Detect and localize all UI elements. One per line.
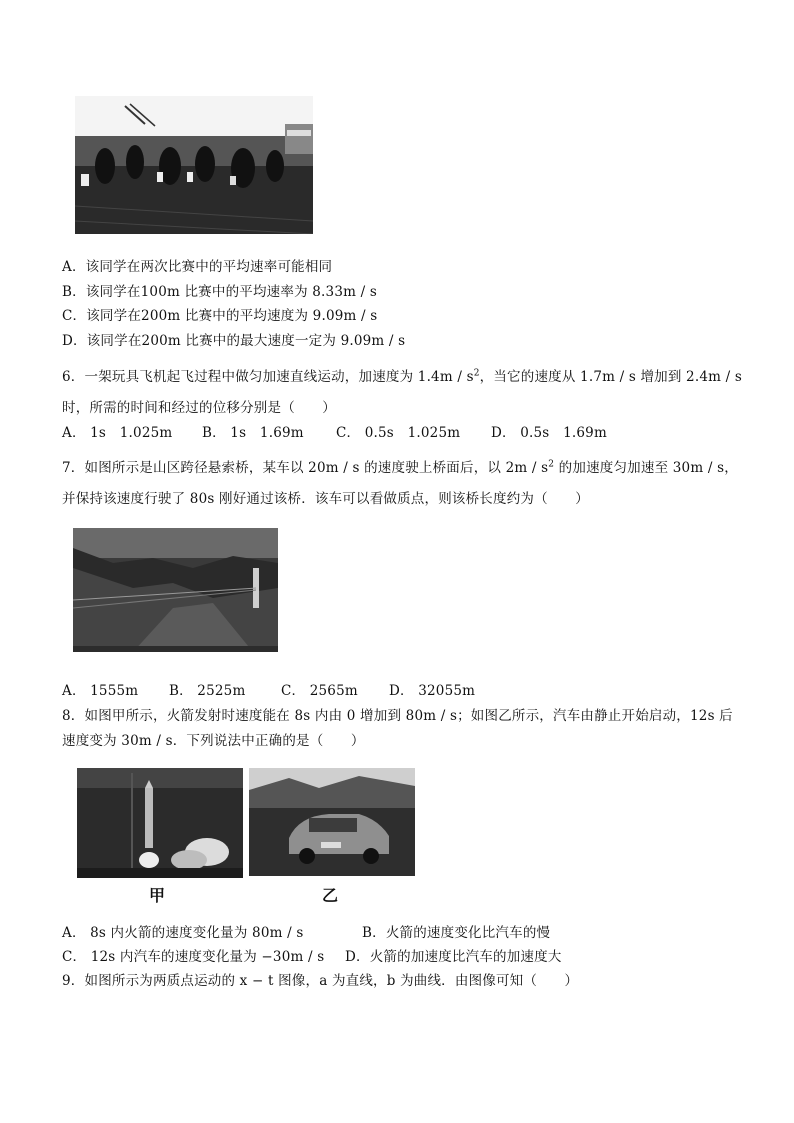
q8-stem-line2: 速度变为 30m / s．下列说法中正确的是（ ） <box>62 733 365 749</box>
q6-stem-text-a: 6．一架玩具飞机起飞过程中做匀加速直线运动，加速度为 1.4m / s <box>62 369 474 385</box>
q6-option-a: A． 1s 1.025m <box>62 425 173 441</box>
q8-options-row1 <box>62 924 550 942</box>
q6-option-d: D． 0.5s 1.69m <box>491 425 607 441</box>
q5-option-c: C．该同学在200m 比赛中的平均速度为 9.09m / s <box>62 308 378 324</box>
caption-jia: 甲 <box>149 886 166 905</box>
q8-option-b: B．火箭的速度变化比汽车的慢 <box>362 925 551 941</box>
q7-stem-line1 <box>62 459 738 477</box>
q7-option-b: B． 2525m <box>169 683 246 699</box>
q7-stem-sup: 2 <box>548 459 555 470</box>
q5-option-b: B．该同学在100m 比赛中的平均速率为 8.33m / s <box>62 284 377 300</box>
track-race-photo <box>75 96 313 234</box>
q6-option-c: C． 0.5s 1.025m <box>336 425 461 441</box>
q6-stem-line2: 时，所需的时间和经过的位移分别是（ ） <box>62 400 336 416</box>
q7-option-a: A． 1555m <box>62 683 139 699</box>
car-photo <box>249 768 415 876</box>
q6-stem-text-b: ，当它的速度从 1.7m / s 增加到 2.4m / s <box>479 369 742 385</box>
q7-stem-text-a: 7．如图所示是山区跨径悬索桥，某车以 20m / s 的速度驶上桥面后，以 2m / s <box>62 460 549 476</box>
q8-option-d: D．火箭的加速度比汽车的加速度大 <box>345 949 562 965</box>
q5-option-a: A．该同学在两次比赛中的平均速率可能相同 <box>62 259 333 275</box>
rocket-launch-photo <box>77 768 243 878</box>
q7-option-d: D． 32055m <box>389 683 476 699</box>
caption-yi: 乙 <box>322 886 339 905</box>
q6-options <box>62 424 607 442</box>
q8-option-a: A． 8s 内火箭的速度变化量为 80m / s <box>62 925 304 941</box>
q8-stem-line1: 8．如图甲所示，火箭发射时速度能在 8s 内由 0 增加到 80m / s；如图乙所示，汽车由静止开始启动，12s 后 <box>62 708 733 724</box>
q7-stem-line2: 并保持该速度行驶了 80s 刚好通过该桥．该车可以看做质点，则该桥长度约为（ ） <box>62 491 589 507</box>
q8-option-c: C． 12s 内汽车的速度变化量为 −30m / s <box>62 949 325 965</box>
q9-stem-line1: 9．如图所示为两质点运动的 x − t 图像，a 为直线，b 为曲线．由图像可知（ ） <box>62 973 579 989</box>
q7-options <box>62 682 475 700</box>
q6-stem-line1 <box>62 368 742 386</box>
q8-options-row2 <box>62 948 562 966</box>
q7-option-c: C． 2565m <box>281 683 358 699</box>
suspension-bridge-photo <box>73 528 278 652</box>
q7-stem-text-b: 的加速度匀加速至 30m / s， <box>554 460 738 476</box>
q5-option-d: D．该同学在200m 比赛中的最大速度一定为 9.09m / s <box>62 333 406 349</box>
q6-stem-sup: 2 <box>473 368 480 379</box>
q6-option-b: B． 1s 1.69m <box>202 425 304 441</box>
